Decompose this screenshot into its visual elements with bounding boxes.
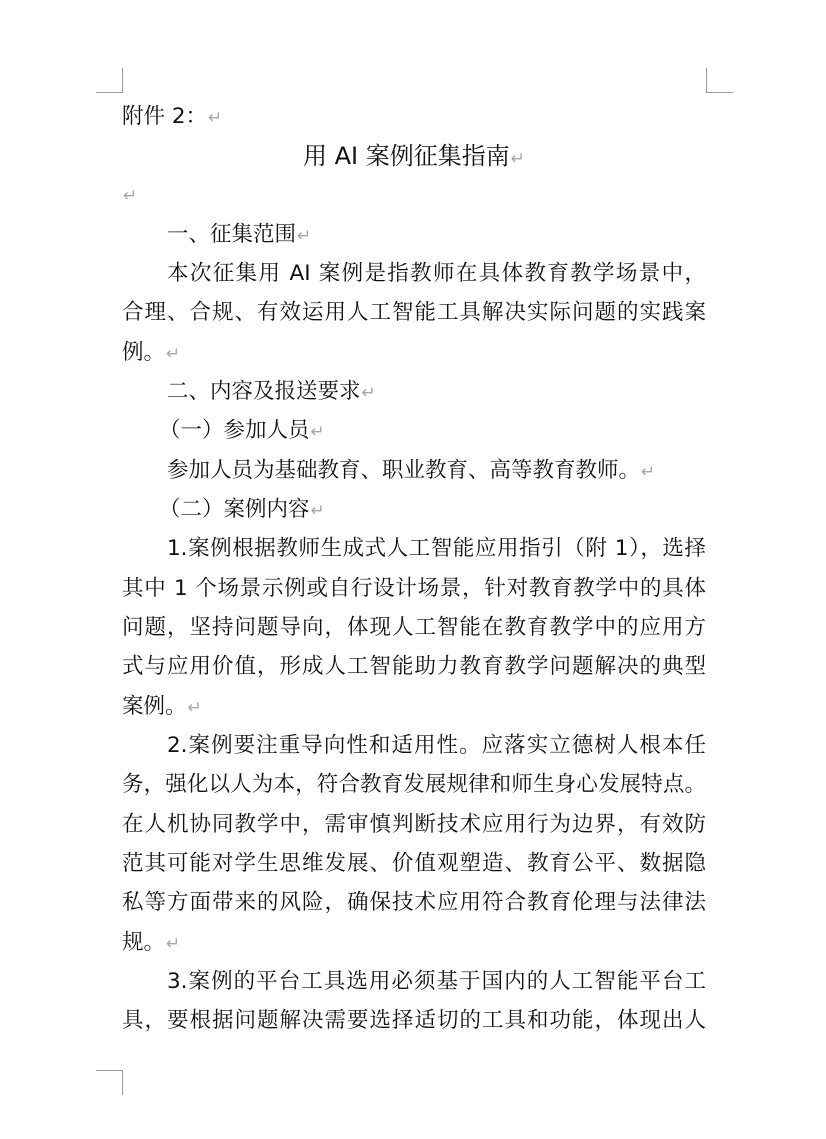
paragraph-mark-icon: ↵ [297, 226, 312, 246]
body-line: 务，强化以人为本，符合教育发展规律和师生身心发展特点。 [122, 772, 706, 797]
body-line: 在人机协同教学中，需审慎判断技术应用行为边界，有效防 [122, 812, 706, 837]
body-line: 2.案例要注重导向性和适用性。应落实立德树人根本任 [167, 733, 706, 758]
body-line: 其中 1 个场景示例或自行设计场景，针对教育教学中的具体 [122, 576, 706, 601]
paragraph-mark-icon: ↵ [123, 186, 138, 206]
document-title: 用 AI 案例征集指南↵ [302, 142, 525, 170]
body-line-end: 参加人员为基础教育、职业教育、高等教育教师。↵ [167, 458, 656, 483]
paragraph-mark-icon: ↵ [310, 422, 325, 442]
body-line: 范其可能对学生思维发展、价值观塑造、教育公平、数据隐 [122, 851, 706, 876]
body-line: 3.案例的平台工具选用必须基于国内的人工智能平台工 [167, 969, 706, 994]
body-line: 合理、合规、有效运用人工智能工具解决实际问题的实践案 [122, 300, 706, 325]
crop-mark-top-right [706, 68, 733, 93]
body-line: 具，要根据问题解决需要选择适切的工具和功能，体现出人 [122, 1008, 706, 1033]
body-line-end: 案例。↵ [122, 694, 202, 719]
body-line: 式与应用价值，形成人工智能助力教育教学问题解决的典型 [122, 654, 706, 679]
paragraph-mark-icon: ↵ [166, 344, 181, 364]
body-line: 1.案例根据教师生成式人工智能应用指引（附 1），选择 [167, 536, 706, 561]
paragraph-mark-icon: ↵ [166, 934, 181, 954]
subheading-participants: （一）参加人员↵ [159, 418, 325, 443]
body-line-end: 例。↵ [122, 340, 181, 365]
attachment-label: 附件 2：↵ [122, 104, 223, 129]
paragraph-mark-icon: ↵ [208, 108, 223, 128]
body-line: 私等方面带来的风险，确保技术应用符合教育伦理与法律法 [122, 890, 706, 915]
crop-mark-top-left [96, 68, 123, 93]
section-heading-scope: 一、征集范围↵ [167, 222, 312, 247]
body-line: 本次征集用 AI 案例是指教师在具体教育教学场景中， [167, 261, 706, 286]
paragraph-mark-icon: ↵ [641, 462, 656, 482]
section-heading-requirements: 二、内容及报送要求↵ [167, 379, 376, 404]
paragraph-mark-icon: ↵ [310, 501, 325, 521]
paragraph-mark-icon: ↵ [510, 149, 525, 169]
body-line-end: 规。↵ [122, 930, 181, 955]
crop-mark-bottom-left [96, 1070, 123, 1095]
paragraph-mark-icon: ↵ [187, 698, 202, 718]
paragraph-mark-icon: ↵ [361, 383, 376, 403]
empty-paragraph [122, 176, 706, 215]
subheading-case-content: （二）案例内容↵ [159, 497, 325, 522]
body-line: 问题，坚持问题导向，体现人工智能在教育教学中的应用方 [122, 615, 706, 640]
